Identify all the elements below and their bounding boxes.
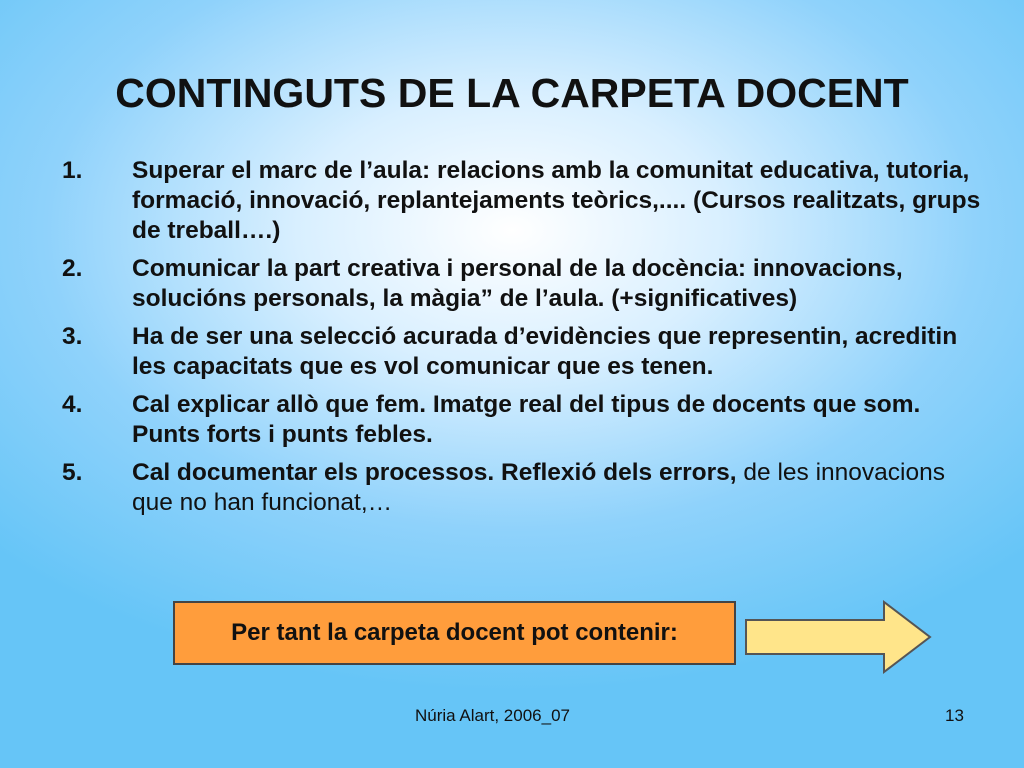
item-number: 2. [62, 255, 83, 282]
right-arrow-icon [744, 600, 934, 674]
item-number: 4. [62, 391, 83, 418]
list-item [62, 390, 982, 450]
item-number: 5. [62, 459, 83, 486]
item-number: 1. [62, 157, 83, 184]
item-text [132, 254, 982, 314]
list-item [62, 254, 982, 314]
item-text-bold: Ha de ser una selecció acurada d’evidències que representin, acreditin les capacitats que es vol comunicar que es tenen. [132, 323, 958, 380]
item-text-bold: Superar el marc de l’aula: relacions amb la comunitat educativa, tutoria, formació, innovació, replantejaments teòrics,.... (Cursos realitzats, grups de treball….) [132, 157, 981, 244]
list-item [62, 156, 982, 246]
item-text-bold: Cal documentar els processos. Reflexió dels errors, [132, 459, 737, 486]
item-text [132, 390, 982, 450]
footer-author: Núria Alart, 2006_07 [415, 706, 570, 725]
item-text [132, 156, 982, 246]
item-text [132, 458, 982, 518]
item-text [132, 322, 982, 382]
item-number: 3. [62, 323, 83, 350]
content-list [62, 156, 982, 526]
item-text-bold: Comunicar la part creativa i personal de la docència: innovacions, solucións personals, la màgia” de l’aula. (+significatives) [132, 255, 903, 312]
slide-title: CONTINGUTS DE LA CARPETA DOCENT [115, 70, 909, 116]
list-item [62, 322, 982, 382]
callout-box: Per tant la carpeta docent pot contenir: [173, 601, 736, 665]
item-text-bold: Cal explicar allò que fem. Imatge real del tipus de docents que som. Punts forts i punts febles. [132, 391, 921, 448]
item-text-normal: de les innovacions que no han funcionat,… [132, 459, 945, 516]
page-number: 13 [945, 706, 964, 725]
list-item [62, 458, 982, 518]
